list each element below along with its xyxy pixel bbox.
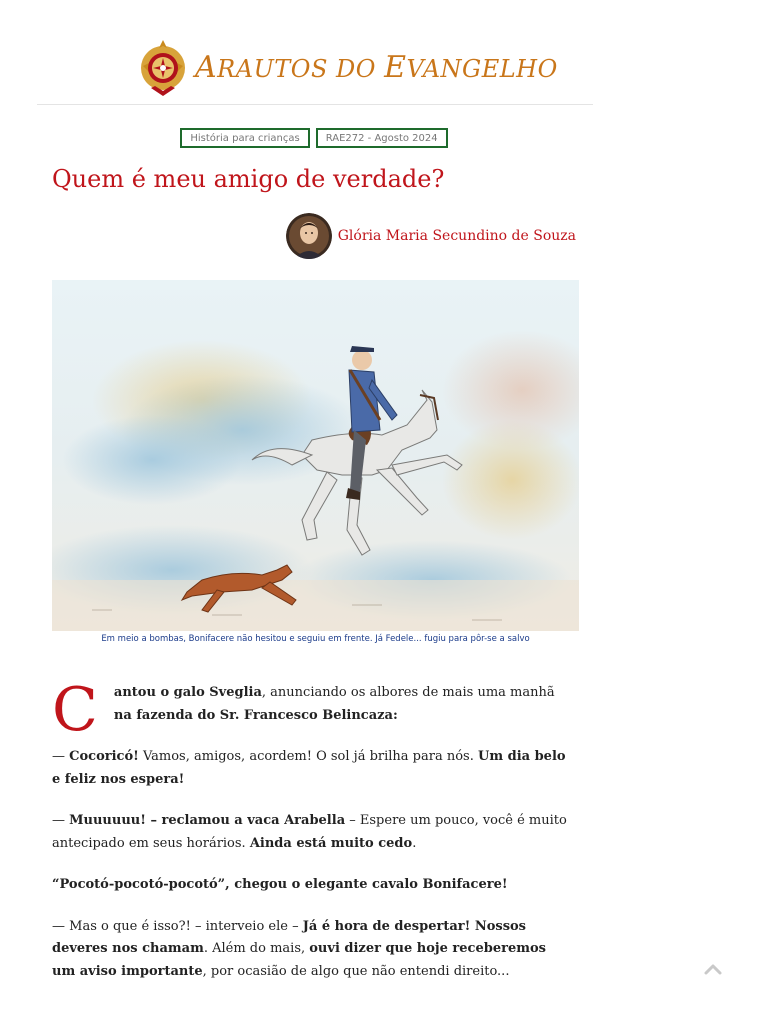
text-run: na fazenda do Sr. Francesco Belincaza: (113, 707, 398, 723)
text-run: Cocoricó! (69, 749, 139, 764)
text-run: Um dia belo e feliz nos espera! (52, 749, 566, 787)
article-paragraph (52, 874, 568, 897)
article-body (52, 675, 568, 1002)
text-run: Muuuuuu! – reclamou a vaca Arabella (69, 813, 346, 828)
logo-letter: A (195, 50, 218, 85)
tag-historia-para-criancas[interactable]: História para crianças (180, 128, 309, 148)
article-paragraph (52, 916, 568, 984)
text-run: ouvi dizer que hoje receberemos um aviso importante (52, 941, 546, 979)
arautos-emblem-icon[interactable] (137, 36, 189, 100)
article-paragraph (52, 810, 568, 855)
article-paragraph (52, 746, 568, 791)
text-run: Vamos, amigos, acordem! O sol já brilha para nós. (138, 749, 478, 764)
article-paragraph (52, 675, 568, 745)
text-run: . (412, 835, 417, 851)
text-run: , por ocasião de algo que não entendi direito... (202, 963, 510, 979)
text-run: — (52, 813, 70, 828)
category-tags (0, 128, 628, 148)
article-title: Quem é meu amigo de verdade? (52, 165, 445, 193)
chevron-up-icon[interactable] (703, 960, 723, 980)
author-name[interactable]: Glória Maria Secundino de Souza (337, 228, 576, 244)
text-run: “Pocotó-pocotó-pocotó”, chegou o elegante cavalo Bonifacere! (52, 877, 508, 892)
text-run: Ainda está muito cedo (249, 835, 413, 851)
text-run: – Espere um pouco, você é muito antecipado em seus horários. (52, 813, 567, 851)
article-illustration (52, 280, 579, 631)
site-header (37, 30, 593, 105)
text-run: — (52, 749, 70, 764)
author-byline[interactable] (286, 213, 576, 259)
drop-cap: C (52, 675, 98, 745)
text-run: , anunciando os albores de mais uma manhã (261, 685, 555, 700)
site-logo-text[interactable] (195, 50, 558, 85)
illustration-caption: Em meio a bombas, Bonifacere não hesitou e seguiu em frente. Já Fedele... fugiu para pôr-se a salvo (101, 634, 530, 644)
logo-word: VANGELHO (406, 55, 558, 83)
tag-rae272[interactable]: RAE272 - Agosto 2024 (316, 128, 448, 148)
text-run: — Mas o que é isso?! – interveio ele – (52, 918, 303, 934)
logo-word: RAUTOS DO (217, 55, 385, 83)
author-avatar (286, 213, 332, 259)
text-run: . Além do mais, (203, 941, 310, 956)
text-run: Já é hora de despertar! Nossos deveres nos chamam (52, 918, 527, 956)
text-run: antou o galo Sveglia (113, 685, 262, 700)
logo-letter: E (384, 50, 407, 85)
